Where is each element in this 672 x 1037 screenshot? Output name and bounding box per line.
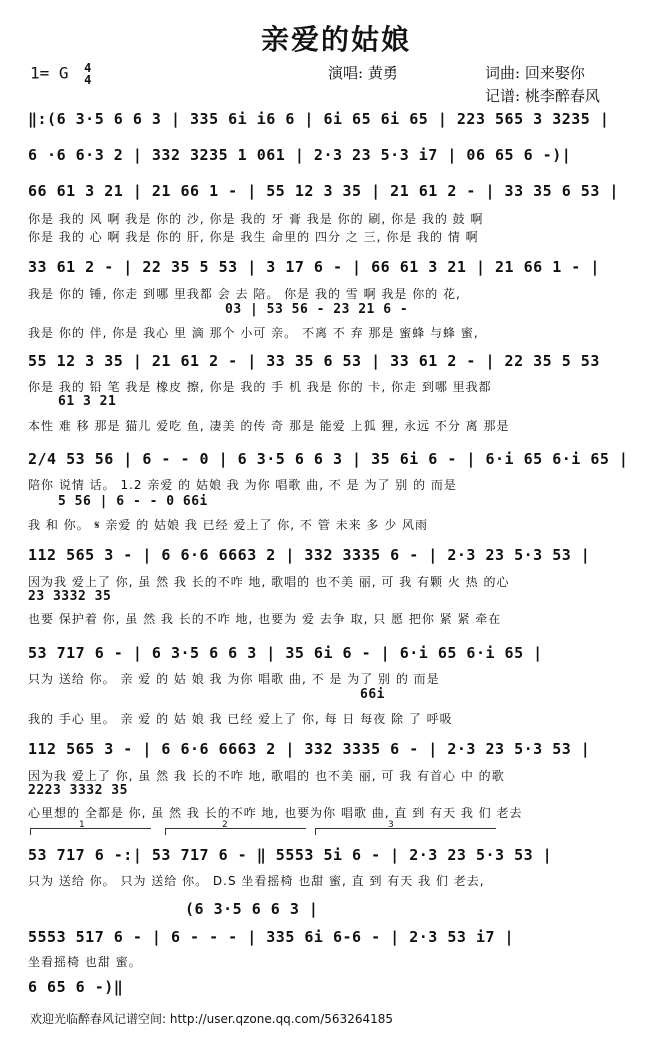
- lyrics-line: 你是 我的 心 啊 我是 你的 肝, 你是 我生 命里的 四分 之 三, 你是 我的 情 啊: [28, 230, 479, 244]
- transcriber-credit: 记谱: 桃李醉春风: [485, 87, 600, 105]
- notation-line: 6 65 6 -)‖: [28, 978, 124, 996]
- notation-line: 5553 517 6 - | 6 - - - | 335 6i 6-6 - | 2·3 53 i7 |: [28, 928, 515, 946]
- time-signature: [84, 62, 91, 86]
- volta-bracket: 3: [315, 828, 496, 835]
- lyrics-line: 我 和 你。 𝄋 亲爱 的 姑娘 我 已经 爱上了 你, 不 管 未来 多 少 风雨: [28, 518, 429, 532]
- notation-line: 61 3 21: [58, 394, 117, 409]
- notation-line: 6 ·6 6·3 2 | 332 3235 1 061 | 2·3 23 5·3 i7 | 06 65 6 -)|: [28, 146, 572, 164]
- key-label: 1= G: [30, 63, 69, 83]
- notation-line: 53 717 6 -:| 53 717 6 - ‖ 5553 5i 6 - | 2·3 23 5·3 53 |: [28, 846, 553, 864]
- lyrics-line: 我的 手心 里。 亲 爱 的 姑 娘 我 已经 爱上了 你, 每 日 每夜 除 了 呼吸: [28, 712, 453, 726]
- lyrics-line: 只为 送给 你。 只为 送给 你。 D.S 坐看摇椅 也甜 蜜, 直 到 有天 我 们 老去,: [28, 874, 485, 888]
- lyrics-line: 心里想的 全都是 你, 虽 然 我 长的不咋 地, 也要为你 唱歌 曲, 直 到 有天 我 们 老去: [28, 806, 523, 820]
- lyrics-line: 坐看摇椅 也甜 蜜。: [28, 955, 142, 969]
- notation-line: 23 3332 35: [28, 589, 112, 604]
- lyrics-line: 我是 你的 伴, 你是 我心 里 滴 那个 小可 亲。 不离 不 弃 那是 蜜蜂 与蜂 蜜,: [28, 326, 479, 340]
- meter-top: 4: [84, 61, 92, 75]
- meter-bottom: 4: [84, 73, 92, 87]
- notation-line: 5 56 | 6 - - 0 66i: [58, 494, 208, 509]
- footer-credit: 欢迎光临醉春风记谱空间: http://user.qzone.qq.com/563264185: [30, 1012, 394, 1026]
- writer-credit: 词曲: 回来娶你: [485, 64, 585, 82]
- notation-line: 2223 3332 35: [28, 783, 128, 798]
- notation-line: 112 565 3 - | 6 6·6 6663 2 | 332 3335 6 - | 2·3 23 5·3 53 |: [28, 740, 591, 758]
- key-signature: [30, 62, 91, 86]
- lyrics-line: 你是 我的 风 啊 我是 你的 沙, 你是 我的 牙 膏 我是 你的 刷, 你是 我的 鼓 啊: [28, 212, 484, 226]
- notation-line: 112 565 3 - | 6 6·6 6663 2 | 332 3335 6 - | 2·3 23 5·3 53 |: [28, 546, 591, 564]
- lyrics-line: 也要 保护着 你, 虽 然 我 长的不咋 地, 也要为 爱 去争 取, 只 愿 把你 紧 紧 牵在: [28, 612, 502, 626]
- lyrics-line: 陪你 说情 话。 1.2 亲爱 的 姑娘 我 为你 唱歌 曲, 不 是 为了 别 的 而是: [28, 478, 457, 492]
- lyrics-line: 我是 你的 锤, 你走 到哪 里我都 会 去 陪。 你是 我的 雪 啊 我是 你的 花,: [28, 287, 461, 301]
- notation-line: 2/4 53 56 | 6 - - 0 | 6 3·5 6 6 3 | 35 6i 6 - | 6·i 65 6·i 65 |: [28, 450, 629, 468]
- singer-credit: 演唱: 黄勇: [328, 64, 398, 82]
- lyrics-line: 你是 我的 铅 笔 我是 橡皮 擦, 你是 我的 手 机 我是 你的 卡, 你走 到哪 里我都: [28, 380, 492, 394]
- notation-line: 03 | 53 56 - 23 21 6 -: [225, 302, 409, 317]
- notation-line: 66i: [360, 687, 385, 702]
- notation-line: ‖:(6 3·5 6 6 3 | 335 6i i6 6 | 6i 65 6i 65 | 223 565 3 3235 |: [28, 110, 610, 128]
- lyrics-line: 本性 难 移 那是 猫儿 爱吃 鱼, 凄美 的传 奇 那是 能爱 上狐 狸, 永远 不分 离 那是: [28, 419, 510, 433]
- lyrics-line: 因为我 爱上了 你, 虽 然 我 长的不咋 地, 歌唱的 也不美 丽, 可 我 有首心 中 的歌: [28, 769, 505, 783]
- notation-line: 55 12 3 35 | 21 61 2 - | 33 35 6 53 | 33 61 2 - | 22 35 5 53: [28, 352, 600, 370]
- notation-line: 53 717 6 - | 6 3·5 6 6 3 | 35 6i 6 - | 6·i 65 6·i 65 |: [28, 644, 543, 662]
- notation-line: 33 61 2 - | 22 35 5 53 | 3 17 6 - | 66 61 3 21 | 21 66 1 - |: [28, 258, 600, 276]
- volta-bracket: 1: [30, 828, 151, 835]
- notation-line: 66 61 3 21 | 21 66 1 - | 55 12 3 35 | 21 61 2 - | 33 35 6 53 |: [28, 182, 619, 200]
- lyrics-line: 只为 送给 你。 亲 爱 的 姑 娘 我 为你 唱歌 曲, 不 是 为了 别 的 而是: [28, 672, 440, 686]
- song-title: 亲爱的姑娘: [260, 23, 411, 56]
- lyrics-line: 因为我 爱上了 你, 虽 然 我 长的不咋 地, 歌唱的 也不美 丽, 可 我 有颗 火 热 的心: [28, 575, 510, 589]
- notation-line: (6 3·5 6 6 3 |: [185, 900, 319, 918]
- volta-bracket: 2: [165, 828, 306, 835]
